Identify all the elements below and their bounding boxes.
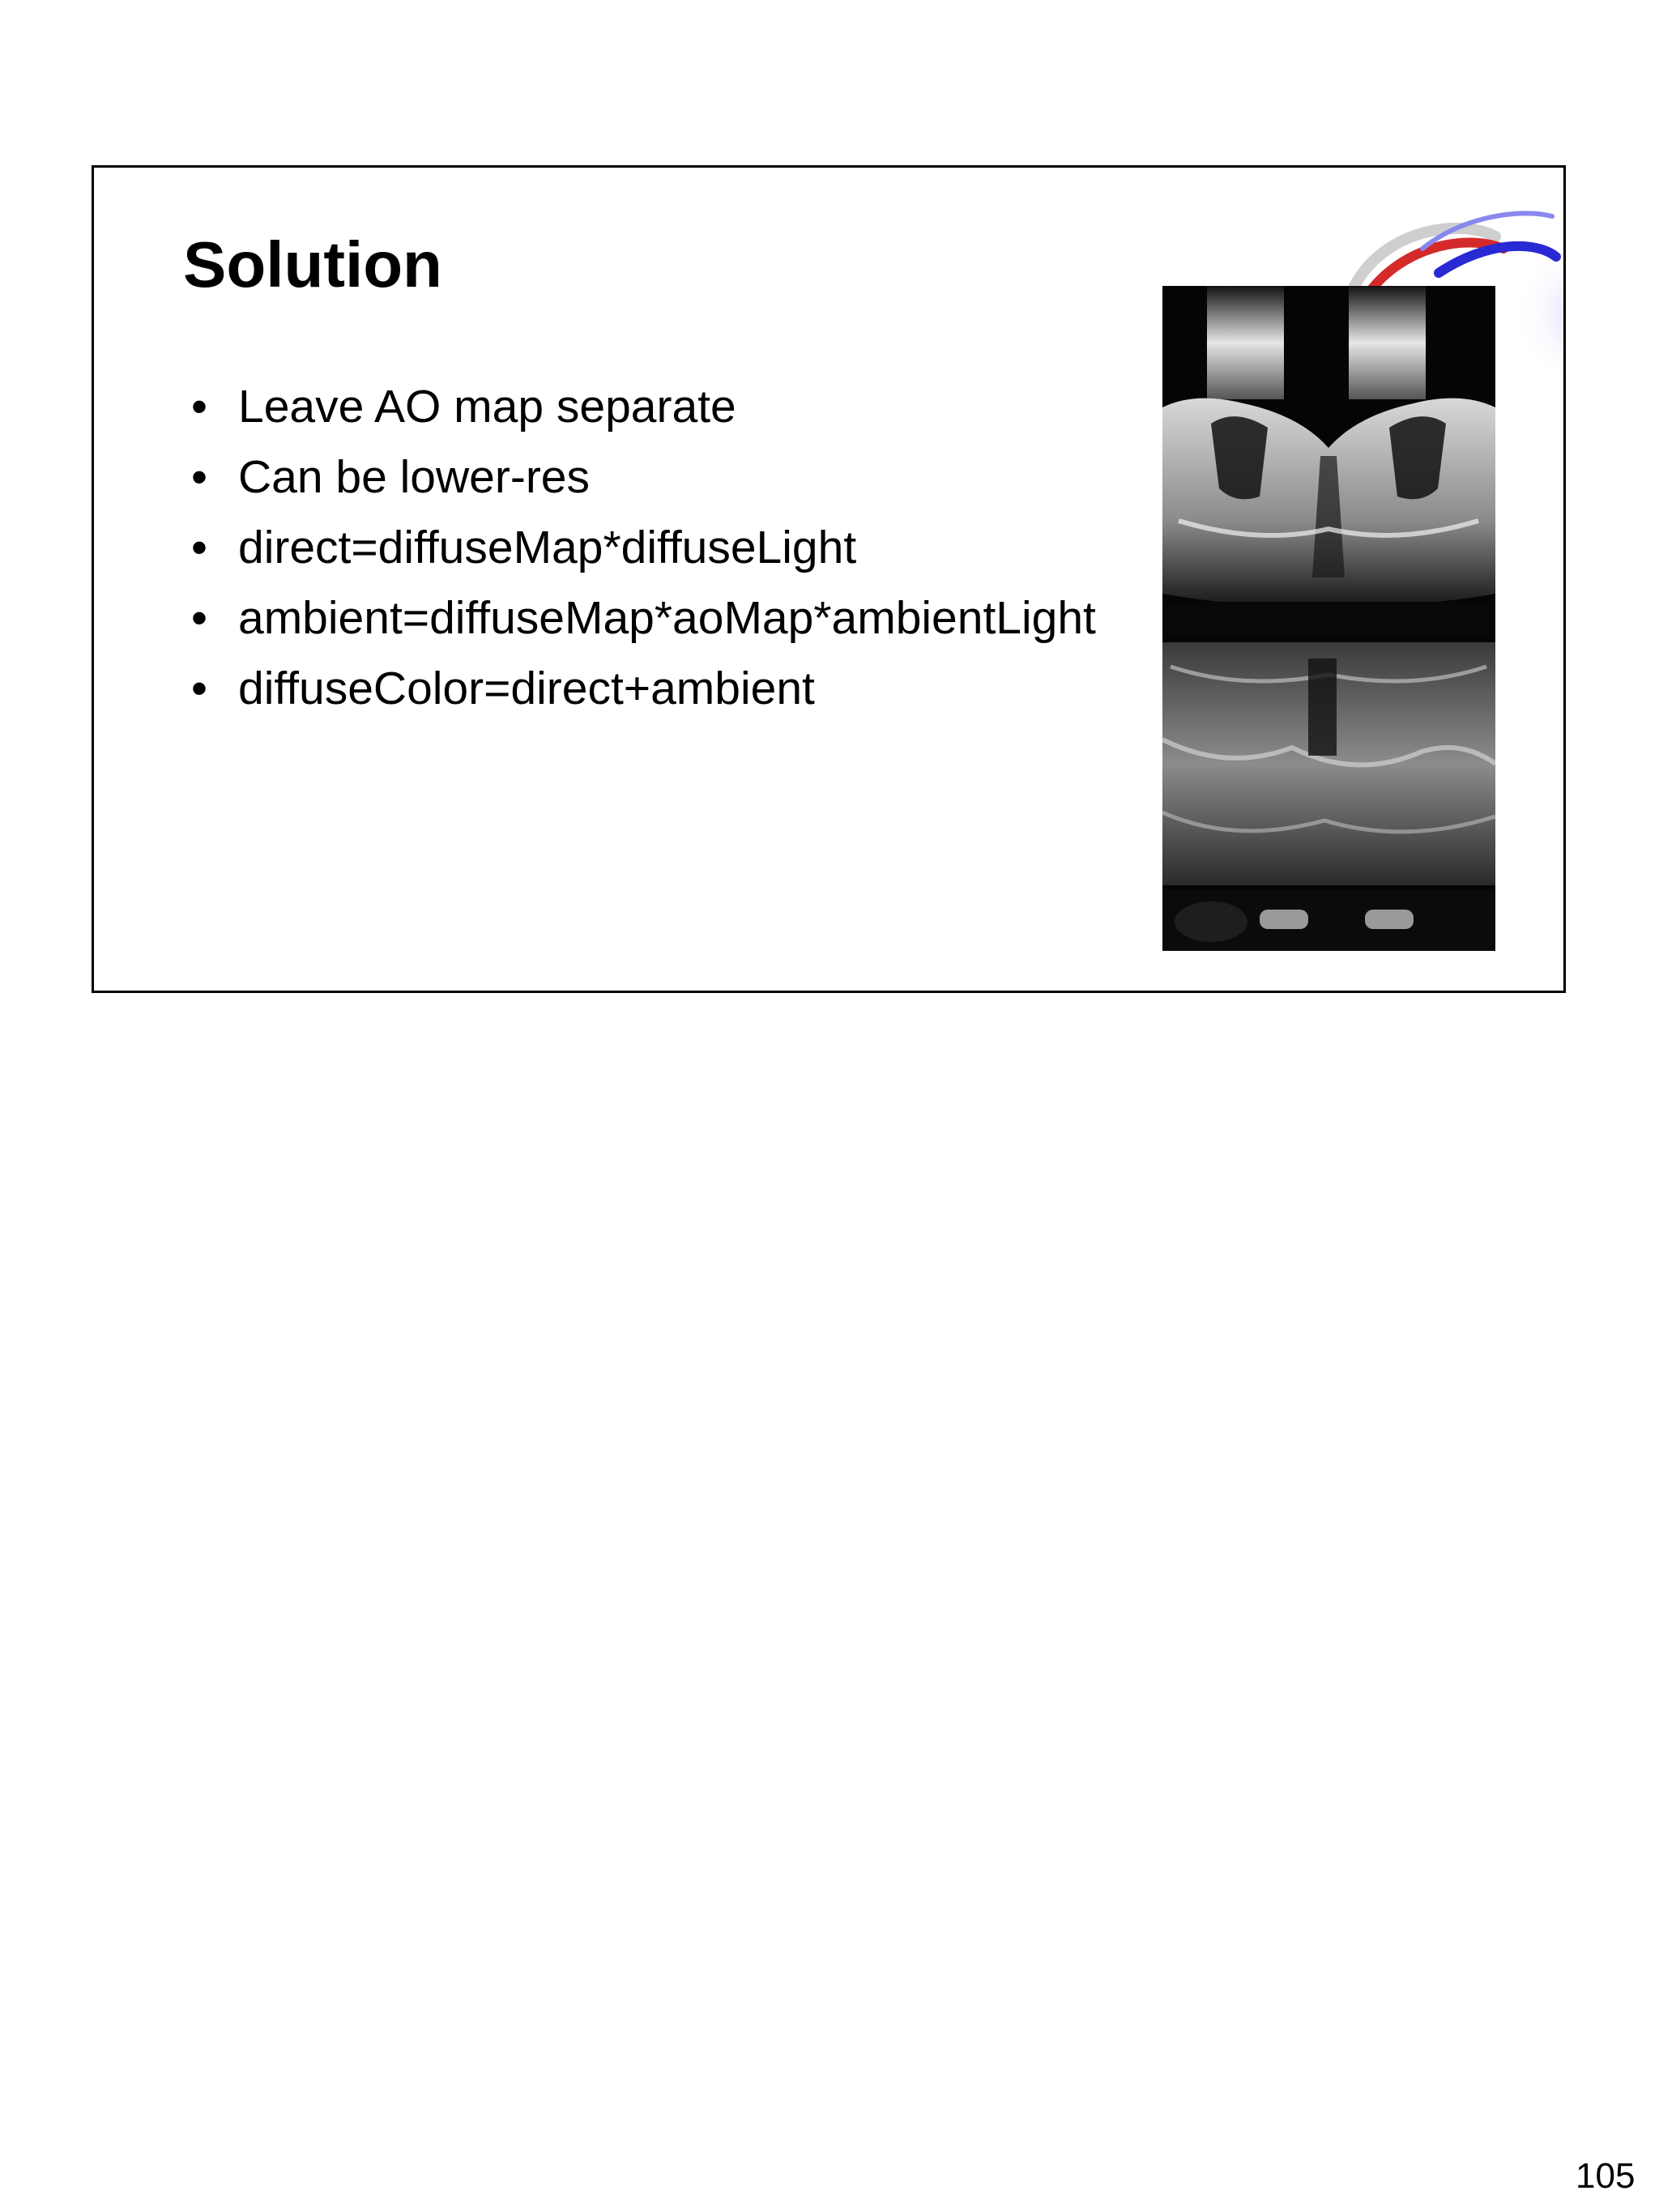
bullet-list <box>175 372 1096 724</box>
bullet-item: • direct=diffuseMap*diffuseLight <box>175 513 1096 583</box>
bullet-item: • Leave AO map separate <box>175 372 1096 442</box>
slide-title: Solution <box>183 228 442 300</box>
ao-texture-map <box>1162 286 1495 951</box>
bullet-item: • diffuseColor=direct+ambient <box>175 654 1096 724</box>
bullet-item: • Can be lower-res <box>175 442 1096 513</box>
slide <box>92 165 1566 993</box>
page-number: 105 <box>1576 2156 1636 2196</box>
bullet-item: • ambient=diffuseMap*aoMap*ambientLight <box>175 583 1096 654</box>
